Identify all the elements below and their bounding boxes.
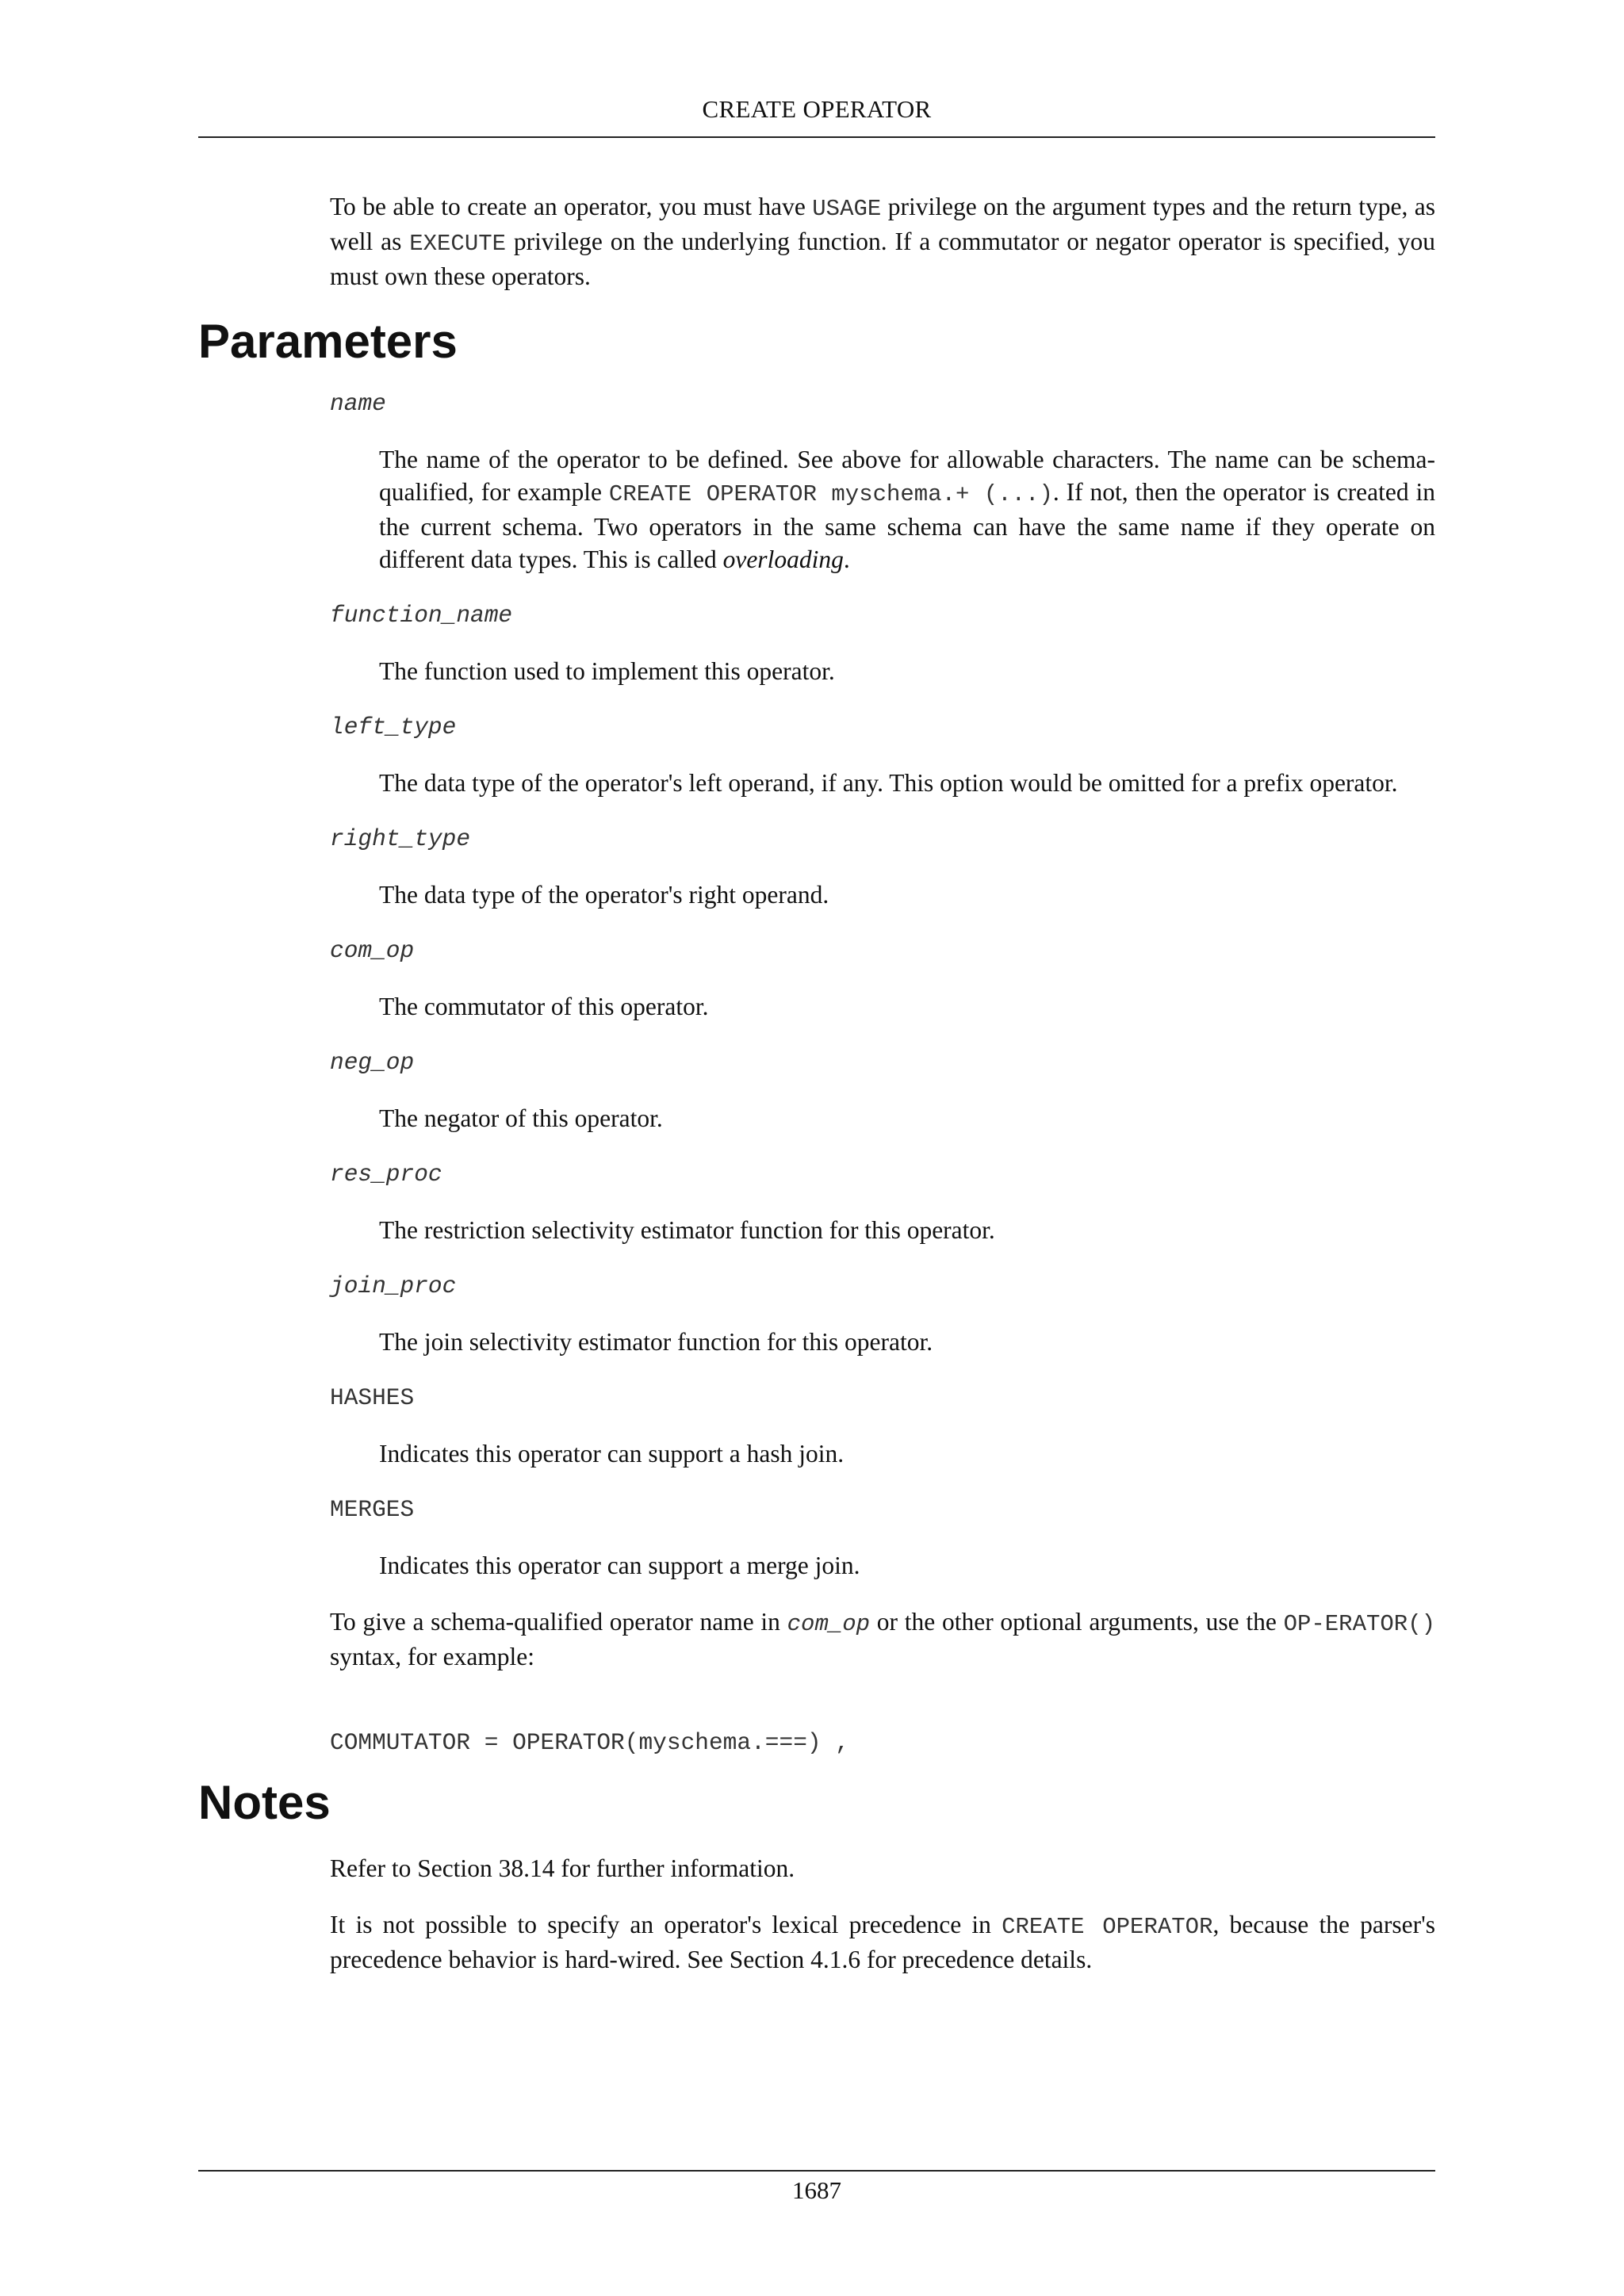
document-page [198,0,1435,2296]
param-term: name [330,390,386,417]
param-desc: Indicates this operator can support a hash join. [379,1440,845,1468]
param-definition [379,767,1435,799]
schema-qualified-paragraph [330,1605,1435,1673]
notes-paragraph-1: Refer to Section 38.14 for further information. [330,1854,795,1882]
create-operator-code: CREATE OPERATOR [1002,1914,1213,1940]
param-definition [379,1549,1435,1582]
param-desc: The data type of the operator's right operand. [379,881,829,909]
param-desc: The data type of the operator's left operand, if any. This option would be omitted for a prefix operator. [379,769,1398,797]
param-definition [379,443,1435,576]
param-definition [379,1437,1435,1470]
parameters-heading: Parameters [198,315,458,368]
param-term: com_op [330,937,415,964]
notes-paragraph-2 [330,1908,1435,1976]
param-desc-text: . If not, then the operator is created in the current schema. Two operators in the same schema can have the same name if they operate on different data types. This is called [379,478,1435,573]
intro-text-3: privilege on the underlying function. If a commutator or negator operator is specified, you must own these operators. [330,228,1435,290]
param-definition [379,878,1435,911]
running-header: CREATE OPERATOR [702,95,932,123]
param-term: neg_op [330,1049,415,1076]
after-text-1: To give a schema-qualified operator name in [330,1608,787,1636]
execute-code: EXECUTE [409,231,507,257]
page-number: 1687 [792,2176,841,2204]
param-desc: The commutator of this operator. [379,993,709,1020]
param-definition [379,1102,1435,1135]
param-definition [379,1326,1435,1358]
intro-paragraph [330,190,1435,293]
param-desc [379,443,1435,576]
param-term: res_proc [330,1161,442,1188]
page-content [198,190,1435,1976]
param-desc: Indicates this operator can support a merge join. [379,1552,860,1579]
after-text-3: syntax, for example: [330,1643,535,1670]
param-desc: The restriction selectivity estimator function for this operator. [379,1216,995,1244]
param-term: join_proc [330,1272,457,1299]
param-definition [379,1214,1435,1246]
create-operator-example-code: CREATE OPERATOR myschema.+ (...) [608,481,1053,507]
operator-syntax-code: OP-ERATOR() [1283,1611,1435,1637]
param-desc: The negator of this operator. [379,1104,663,1132]
commutator-code-example: COMMUTATOR = OPERATOR(myschema.===) , [330,1729,850,1756]
notes-heading: Notes [198,1776,331,1829]
param-term: right_type [330,825,471,852]
intro-text-1: To be able to create an operator, you must have [330,193,813,220]
param-desc-text: The name of the operator to be defined. See above for allowable characters. The name can be schema-qualified, for example [379,446,1435,506]
param-definition [379,990,1435,1023]
notes-text-2: , because the parser's precedence behavior is hard-wired. See Section 4.1.6 for precedence details. [330,1911,1436,1973]
header-rule [198,136,1435,138]
param-term: HASHES [330,1384,415,1411]
param-definition [379,655,1435,687]
param-term: left_type [330,714,457,740]
param-desc: The join selectivity estimator function for this operator. [379,1328,933,1356]
param-desc-text: . [843,545,850,573]
com-op-code: com_op [787,1611,871,1637]
param-desc: The function used to implement this operator. [379,657,835,685]
param-term: MERGES [330,1496,415,1523]
usage-code: USAGE [812,196,882,222]
notes-text-1: It is not possible to specify an operator's lexical precedence in [330,1911,1002,1938]
overloading-term: overloading [722,545,844,573]
intro-text-2: privilege on the argument types and the return type, as well as [330,193,1435,255]
after-text-2: or the other optional arguments, use the [870,1608,1284,1636]
param-term: function_name [330,602,513,629]
footer-rule [198,2170,1435,2172]
